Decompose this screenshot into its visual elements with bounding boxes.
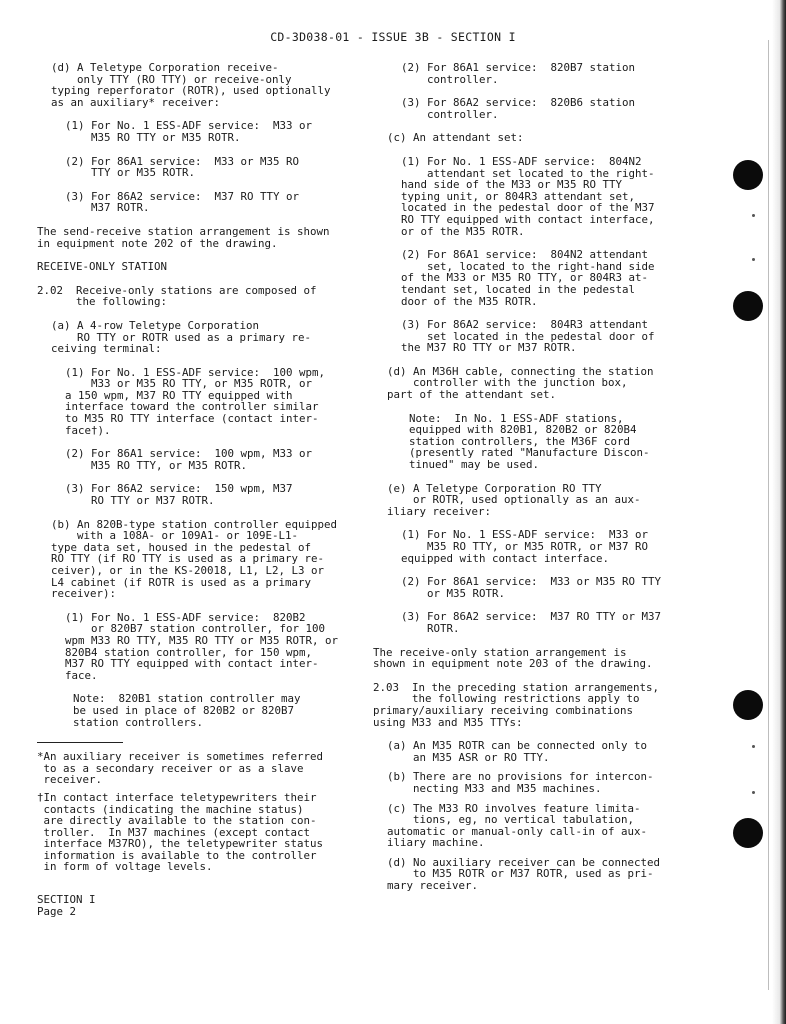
page-header: CD-3D038-01 - ISSUE 3B - SECTION I [270, 30, 516, 44]
scan-speck [752, 258, 755, 261]
item-e-auxiliary-receiver: (e) A Teletype Corporation RO TTY or ROTR, used optionally as an aux- iliary receiver: [387, 481, 641, 518]
item-c-attendant-set: (c) An attendant set: [387, 131, 524, 145]
binder-hole-2 [733, 291, 763, 321]
item-d1-ess-adf: (1) For No. 1 ESS-ADF service: M33 or M35 RO TTY or M35 ROTR. [65, 119, 313, 144]
paragraph-2-02: 2.02 Receive-only stations are composed of the following: [37, 283, 317, 309]
item-a-primary-terminal: (a) A 4-row Teletype Corporation RO TTY or ROTR used as a primary re- ceiving terminal: [51, 318, 312, 356]
restriction-b: (b) There are no provisions for intercon- necting M33 and M35 machines. [387, 770, 654, 795]
scan-speck [752, 745, 755, 748]
restriction-a: (a) An M35 ROTR can be connected only to an M35 ASR or RO TTY. [387, 739, 648, 764]
item-d2-86a1: (2) For 86A1 service: M33 or M35 RO TTY or M35 ROTR. [65, 154, 300, 180]
item-c3-86a2: (3) For 86A2 service: 804R3 attendant set located in the pedestal door of the M37 RO TTY or M37 ROTR. [401, 318, 655, 355]
page-footer: SECTION I Page 2 [37, 893, 96, 918]
item-e2-86a1: (2) For 86A1 service: M33 or M35 RO TTY or M35 ROTR. [401, 575, 662, 600]
scan-speck [752, 791, 755, 794]
item-d-auxiliary-receiver: (d) A Teletype Corporation receive- only TTY (RO TTY) or receive-only typing reperforator (ROTR), used optionally as an auxiliary* receiver: [51, 61, 331, 109]
left-column [37, 62, 365, 885]
item-b3-86a2: (3) For 86A2 service: 820B6 station controller. [401, 96, 636, 121]
restriction-d: (d) No auxiliary receiver can be connected to M35 ROTR or M37 ROTR, used as pri- mary receiver. [387, 855, 661, 893]
item-c1-ess-adf: (1) For No. 1 ESS-ADF service: 804N2 attendant set located to the right- hand side of the M33 or M35 RO TTY typing unit, or 804R3 attendant set, located in the pedestal door of the M37 RO TTY equipped with contact interface, or of the M35 ROTR. [401, 154, 655, 238]
item-b-station-controller: (b) An 820B-type station controller equipped with a 108A- or 109A1- or 109E-L1- type data set, housed in the pedestal of RO TTY (if RO TTY is used as a primary re- ceiver), or in the KS-20018, L1, L2, L3 or L4 cabinet (if ROTR is used as a primary receiver): [51, 517, 338, 601]
paragraph-2-03: 2.03 In the preceding station arrangements, the following restrictions apply to primary/auxiliary receiving combinations using M33 and M35 TTYs: [373, 680, 660, 729]
note-820b1: Note: 820B1 station controller may be used in place of 820B2 or 820B7 station controllers. [73, 692, 301, 729]
item-d-m36h-cable: (d) An M36H cable, connecting the station controller with the junction box, part of the attendant set. [387, 364, 654, 402]
binder-hole-1 [733, 160, 763, 190]
binder-hole-4 [733, 818, 763, 848]
scan-speck [752, 214, 755, 217]
footnote-auxiliary: *An auxiliary receiver is sometimes referred to as a secondary receiver or as a slave receiver. [37, 750, 324, 787]
item-e1-ess-adf: (1) For No. 1 ESS-ADF service: M33 or M35 RO TTY, or M35 ROTR, or M37 RO equipped with contact interface. [401, 528, 649, 565]
right-column [373, 62, 695, 904]
note-m36f-cord: Note: In No. 1 ESS-ADF stations, equipped with 820B1, 820B2 or 820B4 station controllers, the M36F cord (presently rated "Manufacture Discon- tinued" may be used. [409, 411, 650, 472]
receive-only-note: The receive-only station arrangement is shown in equipment note 203 of the drawing. [373, 645, 653, 671]
item-c2-86a1: (2) For 86A1 service: 804N2 attendant set, located to the right-hand side of the M33 or M35 RO TTY, or 804R3 at- tendant set, located in the pedestal door of the M35 ROTR. [401, 248, 655, 308]
restriction-c: (c) The M33 RO involves feature limita- tions, eg, no vertical tabulation, automatic or manual-only call-in of aux- iliary machine. [387, 801, 648, 850]
item-a2-86a1: (2) For 86A1 service: 100 wpm, M33 or M35 RO TTY, or M35 ROTR. [65, 447, 313, 472]
section-heading-receive-only: RECEIVE-ONLY STATION [37, 260, 168, 274]
item-d3-86a2: (3) For 86A2 service: M37 RO TTY or M37 ROTR. [65, 189, 300, 215]
footnote-divider [37, 742, 123, 743]
footnote-contact-interface: †In contact interface teletypewriters their contacts (indicating the machine status) are directly available to the station con- troller. In M37 machines (except contact interface M37RO), the teletypewriter status information is available to the controller in form of voltage levels. [37, 790, 324, 874]
item-e3-86a2: (3) For 86A2 service: M37 RO TTY or M37 ROTR. [401, 610, 662, 635]
send-receive-note: The send-receive station arrangement is shown in equipment note 202 of the drawing. [37, 224, 330, 250]
item-b1-ess-adf: (1) For No. 1 ESS-ADF service: 820B2 or 820B7 station controller, for 100 wpm M33 RO TTY, M35 RO TTY or M35 ROTR, or 820B4 station controller, for 150 wpm, M37 RO TTY equipped with contact inter- face. [65, 610, 339, 682]
page-edge-line [768, 40, 769, 990]
item-a3-86a2: (3) For 86A2 service: 150 wpm, M37 RO TTY or M37 ROTR. [65, 482, 293, 508]
scan-edge-shadow [772, 0, 786, 1024]
item-a1-ess-adf: (1) For No. 1 ESS-ADF service: 100 wpm, M33 or M35 RO TTY, or M35 ROTR, or a 150 wpm, M37 RO TTY equipped with interface toward the controller similar to M35 RO TTY interface (contact inter- face†). [65, 365, 326, 437]
binder-hole-3 [733, 690, 763, 720]
item-b2-86a1: (2) For 86A1 service: 820B7 station controller. [401, 61, 636, 86]
